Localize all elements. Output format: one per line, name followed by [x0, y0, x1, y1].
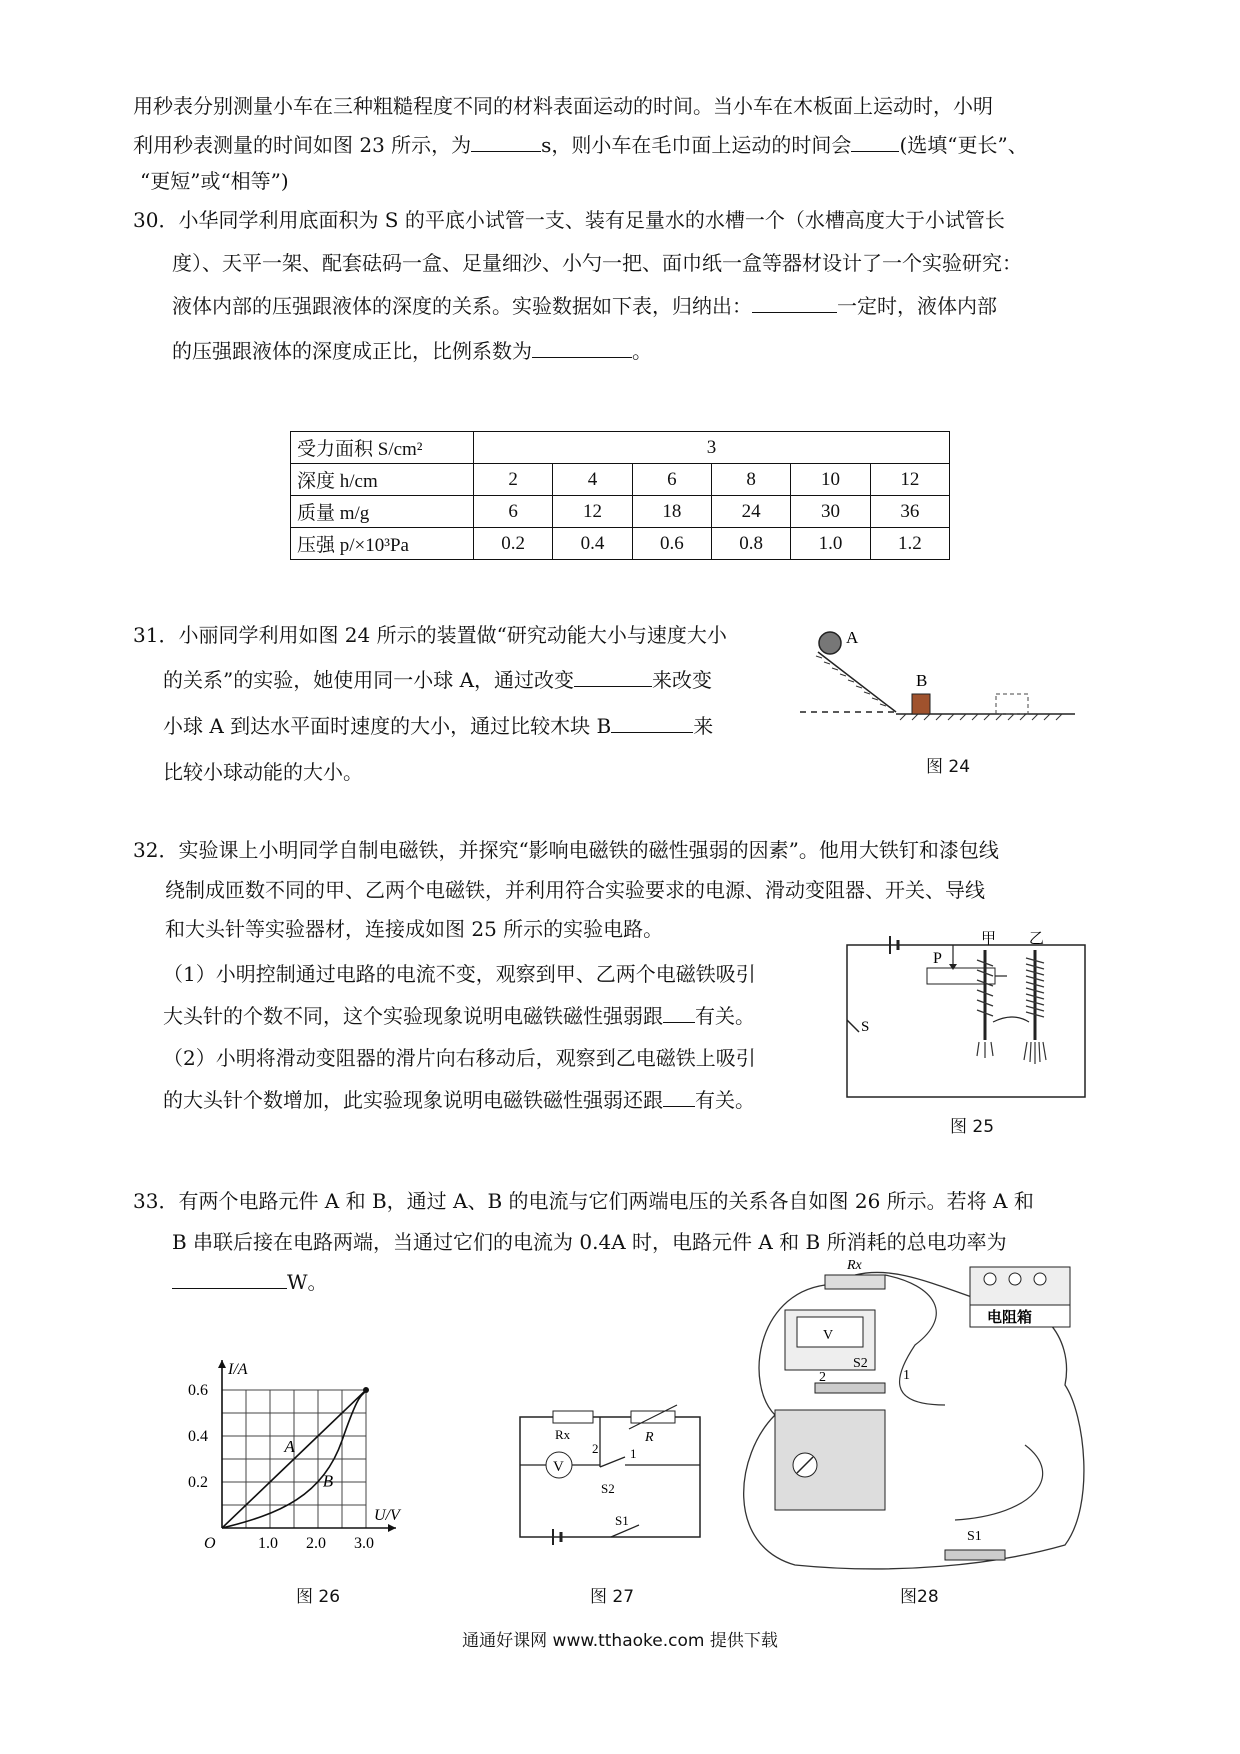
fig28-label-box: 电阻箱: [987, 1310, 1033, 1326]
table-cell: 6: [474, 496, 553, 528]
q32-line-6: （2）小明将滑动变阻器的滑片向右移动后，观察到乙电磁铁上吸引: [163, 1046, 756, 1070]
q30-line-3a: 液体内部的压强跟液体的深度的关系。实验数据如下表，归纳出：: [172, 294, 752, 318]
resistor-rx-icon: [553, 1411, 593, 1423]
block-b-moved: [996, 694, 1028, 714]
x-axis-label: U/V: [374, 1507, 400, 1524]
origin-label: O: [204, 1535, 216, 1552]
table-cell: 1.0: [791, 528, 870, 560]
intro-line-2c: (选填“更长”、: [899, 133, 1028, 157]
q32-line-2: 绕制成匝数不同的甲、乙两个电磁铁，并利用符合实验要求的电源、滑动变阻器、开关、导线: [165, 878, 985, 902]
fig28-label-s1: S1: [967, 1529, 982, 1544]
table-cell: 12: [553, 496, 632, 528]
table-row: [291, 464, 950, 496]
y-tick-label: 0.2: [188, 1474, 208, 1491]
intro-line-3: “更短”或“相等”): [140, 169, 289, 193]
series-label-A: A: [284, 1437, 295, 1457]
resistance-box: [970, 1267, 1070, 1305]
figure-27: [515, 1405, 705, 1545]
fig27-label-r: R: [645, 1430, 654, 1445]
q31-line-4: 比较小球动能的大小。: [163, 760, 363, 784]
fig27-label-2: 2: [592, 1441, 599, 1456]
data-point: [363, 1387, 369, 1393]
switch-s2-icon: [600, 1457, 625, 1467]
figure-24: [800, 620, 1090, 740]
fig28-label-rx: Rx: [847, 1258, 862, 1273]
fig28-label-s2: S2: [853, 1356, 868, 1371]
q31-line-2: [163, 666, 712, 694]
table-cell: 0.4: [553, 528, 632, 560]
fig24-label-b: B: [916, 671, 928, 690]
fig27-label-rx: Rx: [555, 1427, 571, 1442]
data-table: [290, 431, 950, 560]
table-cell: 24: [711, 496, 790, 528]
table-cell: 10: [791, 464, 870, 496]
q31-line-1: 31．小丽同学利用如图 24 所示的装置做“研究动能大小与速度大小: [133, 623, 727, 647]
q30-line-3b: 一定时，液体内部: [837, 294, 997, 318]
q31-line-2b: 来改变: [652, 668, 713, 692]
electromagnet-yi-icon: [1024, 950, 1046, 1064]
table-cell: 36: [870, 496, 949, 528]
x-tick-label: 3.0: [354, 1535, 374, 1552]
q32-line-3: 和大头针等实验器材，连接成如图 25 所示的实验电路。: [165, 917, 664, 941]
fig28-caption: 图28: [900, 1587, 939, 1607]
answer-blank-q32-2[interactable]: [663, 1086, 695, 1107]
table-cell: 1.2: [870, 528, 949, 560]
answer-blank-q31-1[interactable]: [574, 666, 652, 687]
footer: 通通好课网 www.tthaoke.com 提供下载: [462, 1631, 778, 1651]
q33-line-3: [172, 1268, 328, 1296]
fig28-label-v: V: [823, 1328, 834, 1343]
table-cell: 4: [553, 464, 632, 496]
q30-line-4: [172, 337, 652, 365]
q30-line-4b: 。: [632, 339, 652, 363]
q30-line-2: 度）、天平一架、配套砝码一盒、足量细沙、小勺一把、面巾纸一盒等器材设计了一个实验研究：: [172, 251, 1022, 275]
figure-25: [835, 930, 1095, 1100]
y-tick-label: 0.6: [188, 1382, 208, 1399]
answer-blank-time[interactable]: [471, 131, 541, 152]
q31-line-3: [163, 712, 713, 740]
block-b: [912, 694, 930, 714]
fig25-label-s: S: [861, 1019, 870, 1035]
figure-28: [735, 1255, 1095, 1575]
intro-line-2a: 利用秒表测量的时间如图 23 所示，为: [133, 133, 472, 157]
power-supply-device: [775, 1410, 885, 1510]
q33-line-3: W。: [287, 1270, 328, 1294]
y-axis-label: I/A: [228, 1361, 248, 1378]
x-tick-label: 1.0: [258, 1535, 278, 1552]
fig27-caption: 图 27: [590, 1587, 635, 1607]
q30-line-3: [172, 292, 997, 320]
fig25-caption: 图 25: [950, 1117, 995, 1137]
figure-26-chart: [188, 1350, 430, 1552]
table-cell: 压强 p/×10³Pa: [291, 528, 474, 560]
table-cell: 6: [632, 464, 711, 496]
fig25-label-p: P: [933, 950, 942, 967]
q32-line-5a: 大头针的个数不同，这个实验现象说明电磁铁磁性强弱跟: [163, 1004, 663, 1028]
x-axis-arrow: [388, 1524, 396, 1532]
table-cell: 0.8: [711, 528, 790, 560]
fig24-caption: 图 24: [926, 757, 971, 777]
intro-line-2b: s，则小车在毛巾面上运动的时间会: [541, 133, 852, 157]
series-label-B: B: [322, 1471, 334, 1491]
fig27-label-1: 1: [630, 1446, 637, 1461]
table-cell: 12: [870, 464, 949, 496]
answer-blank-q33[interactable]: [172, 1268, 287, 1289]
q32-line-4: （1）小明控制通过电路的电流不变，观察到甲、乙两个电磁铁吸引: [163, 962, 756, 986]
fig27-label-v: V: [553, 1459, 564, 1475]
q33-line-2: B 串联后接在电路两端，当通过它们的电流为 0.4A 时，电路元件 A 和 B 所消耗的总电功率为: [172, 1230, 1007, 1254]
table-cell: 质量 m/g: [291, 496, 474, 528]
answer-blank-q32-1[interactable]: [663, 1002, 695, 1023]
q33-line-1: 33．有两个电路元件 A 和 B，通过 A、B 的电流与它们两端电压的关系各自如图 26 所示。若将 A 和: [133, 1189, 1034, 1213]
ball-a-icon: [819, 632, 841, 654]
q32-line-7a: 的大头针个数增加，此实验现象说明电磁铁磁性强弱还跟: [163, 1088, 663, 1112]
electromagnet-jia-icon: [977, 950, 993, 1058]
fig28-label-2: 2: [819, 1370, 826, 1385]
q31-line-3b: 来: [693, 714, 714, 738]
fig24-label-a: A: [846, 628, 859, 647]
fig27-label-s1: S1: [615, 1513, 629, 1528]
intro-line-2: [133, 131, 1028, 159]
table-cell: 0.6: [632, 528, 711, 560]
q30-line-1: 30．小华同学利用底面积为 S 的平底小试管一支、装有足量水的水槽一个（水槽高度大于小试管长: [133, 208, 1005, 232]
table-cell: 30: [791, 496, 870, 528]
switch-s-icon: [847, 1020, 859, 1032]
answer-blank-q30-2[interactable]: [532, 337, 632, 358]
y-axis-arrow: [218, 1360, 226, 1368]
table-cell: 8: [711, 464, 790, 496]
q31-line-3a: 小球 A 到达水平面时速度的大小，通过比较木块 B: [163, 714, 612, 738]
table-cell: 18: [632, 496, 711, 528]
answer-blank-q30-1[interactable]: [752, 292, 837, 313]
q32-line-7: [163, 1086, 755, 1114]
resistor-rx-board: [825, 1275, 885, 1289]
fig25-label-jia: 甲: [981, 931, 997, 947]
y-tick-label: 0.4: [188, 1428, 208, 1445]
fig25-label-yi: 乙: [1029, 931, 1045, 947]
fig28-label-1: 1: [903, 1368, 910, 1383]
table-cell: 深度 h/cm: [291, 464, 474, 496]
table-row: [291, 528, 950, 560]
table-cell: 2: [474, 464, 553, 496]
q31-line-2a: 的关系”的实验，她使用同一小球 A，通过改变: [163, 668, 575, 692]
table-cell: 0.2: [474, 528, 553, 560]
table-cell: 3: [474, 432, 950, 464]
answer-blank-towel[interactable]: [851, 131, 899, 152]
x-tick-label: 2.0: [306, 1535, 326, 1552]
table-row: [291, 432, 950, 464]
table-cell: 受力面积 S/cm²: [291, 432, 474, 464]
switch-s1-device: [945, 1550, 1005, 1560]
table-row: [291, 496, 950, 528]
q32-line-5: [163, 1002, 755, 1030]
answer-blank-q31-2[interactable]: [611, 712, 693, 733]
q32-line-1: 32．实验课上小明同学自制电磁铁，并探究“影响电磁铁的磁性强弱的因素”。他用大铁钉和漆包线: [133, 838, 999, 862]
q32-line-7b: 有关。: [695, 1088, 755, 1112]
intro-line-1: 用秒表分别测量小车在三种粗糙程度不同的材料表面运动的时间。当小车在木板面上运动时，小明: [133, 94, 993, 118]
q30-line-4a: 的压强跟液体的深度成正比，比例系数为: [172, 339, 532, 363]
fig26-caption: 图 26: [296, 1587, 341, 1607]
q32-line-5b: 有关。: [695, 1004, 755, 1028]
fig27-label-s2: S2: [601, 1481, 615, 1496]
